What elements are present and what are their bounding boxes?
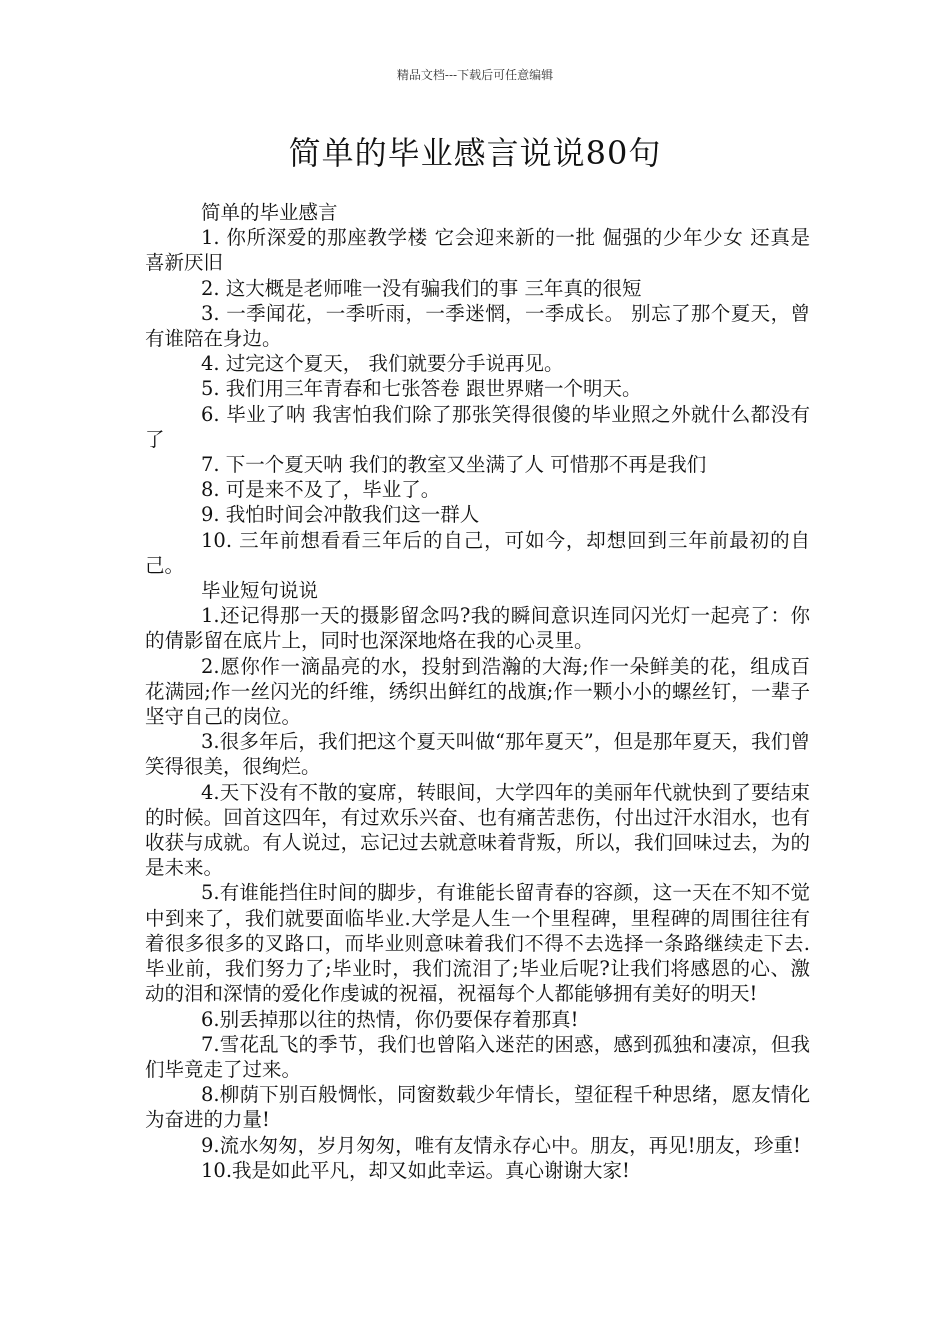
list-item: 9.流水匆匆，岁月匆匆，唯有友情永存心中。朋友，再见!朋友，珍重! bbox=[201, 1133, 801, 1157]
list-item: 1. 你所深爱的那座教学楼 它会迎来新的一批 倔强的少年少女 还真是 喜新厌旧 bbox=[145, 226, 810, 275]
list-item: 9. 我怕时间会冲散我们这一群人 bbox=[201, 503, 480, 527]
document-body bbox=[145, 200, 810, 1183]
list-item: 2.愿你作一滴晶亮的水，投射到浩瀚的大海;作一朵鲜美的花，组成百花满园;作一丝闪光的纤维，绣织出鲜红的战旗;作一颗小小的螺丝钉，一辈子坚守自己的岗位。 bbox=[145, 654, 810, 729]
list-item: 1.还记得那一天的摄影留念吗?我的瞬间意识连同闪光灯一起亮了：你的倩影留在底片上，同时也深深地烙在我的心灵里。 bbox=[145, 604, 810, 653]
list-item: 8. 可是来不及了，毕业了。 bbox=[201, 478, 441, 502]
list-item: 4. 过完这个夏天， 我们就要分手说再见。 bbox=[201, 352, 564, 376]
list-item: 3. 一季闻花，一季听雨，一季迷惘，一季成长。 别忘了那个夏天，曾有谁陪在身边。 bbox=[145, 301, 810, 351]
list-item: 5. 我们用三年青春和七张答卷 跟世界赌一个明天。 bbox=[201, 377, 642, 401]
list-item: 6.别丢掉那以往的热情，你仍要保存着那真! bbox=[201, 1007, 579, 1031]
document-title: 简单的毕业感言说说80句 bbox=[288, 134, 662, 172]
list-item: 4.天下没有不散的宴席，转眼间，大学四年的美丽年代就快到了要结束的时候。回首这四年，有过欢乐兴奋、也有痛苦悲伤，付出过汗水泪水，也有收获与成就。有人说过，忘记过去就意味着背叛，所以，我们回味过去，为的是未来。 bbox=[145, 780, 810, 880]
list-item: 10.我是如此平凡，却又如此幸运。真心谢谢大家! bbox=[201, 1158, 630, 1182]
list-item: 2. 这大概是老师唯一没有骗我们的事 三年真的很短 bbox=[201, 276, 642, 300]
section-heading: 简单的毕业感言 bbox=[201, 201, 338, 224]
list-item: 7.雪花乱飞的季节，我们也曾陷入迷茫的困惑，感到孤独和凄凉，但我们毕竟走了过来。 bbox=[145, 1032, 810, 1081]
list-item: 3.很多年后，我们把这个夏天叫做“那年夏天”，但是那年夏天，我们曾笑得很美，很绚烂。 bbox=[145, 730, 810, 779]
section-heading: 毕业短句说说 bbox=[201, 579, 319, 603]
list-item: 8.柳荫下别百般惆怅，同窗数载少年情长，望征程千种思绪，愿友情化为奋进的力量! bbox=[145, 1083, 810, 1132]
list-item: 5.有谁能挡住时间的脚步，有谁能长留青春的容颜，这一天在不知不觉中到来了，我们就要面临毕业.大学是人生一个里程碑，里程碑的周围往往有着很多很多的叉路口，而毕业则意味着我们不得不去选择一条路继续走下去.毕业前，我们努力了;毕业时，我们流泪了;毕业后呢?让我们将感恩的心、激动的泪和深情的爱化作虔诚的祝福，祝福每个人都能够拥有美好的明天! bbox=[145, 881, 810, 1006]
list-item: 6. 毕业了呐 我害怕我们除了那张笑得很傻的毕业照之外就什么都没有了 bbox=[145, 402, 810, 451]
list-item: 7. 下一个夏天呐 我们的教室又坐满了人 可惜那不再是我们 bbox=[201, 453, 707, 477]
page-header-note: 精品文档---下载后可任意编辑 bbox=[396, 68, 554, 82]
list-item: 10. 三年前想看看三年后的自己，可如今，却想回到三年前最初的自己。 bbox=[145, 528, 810, 577]
